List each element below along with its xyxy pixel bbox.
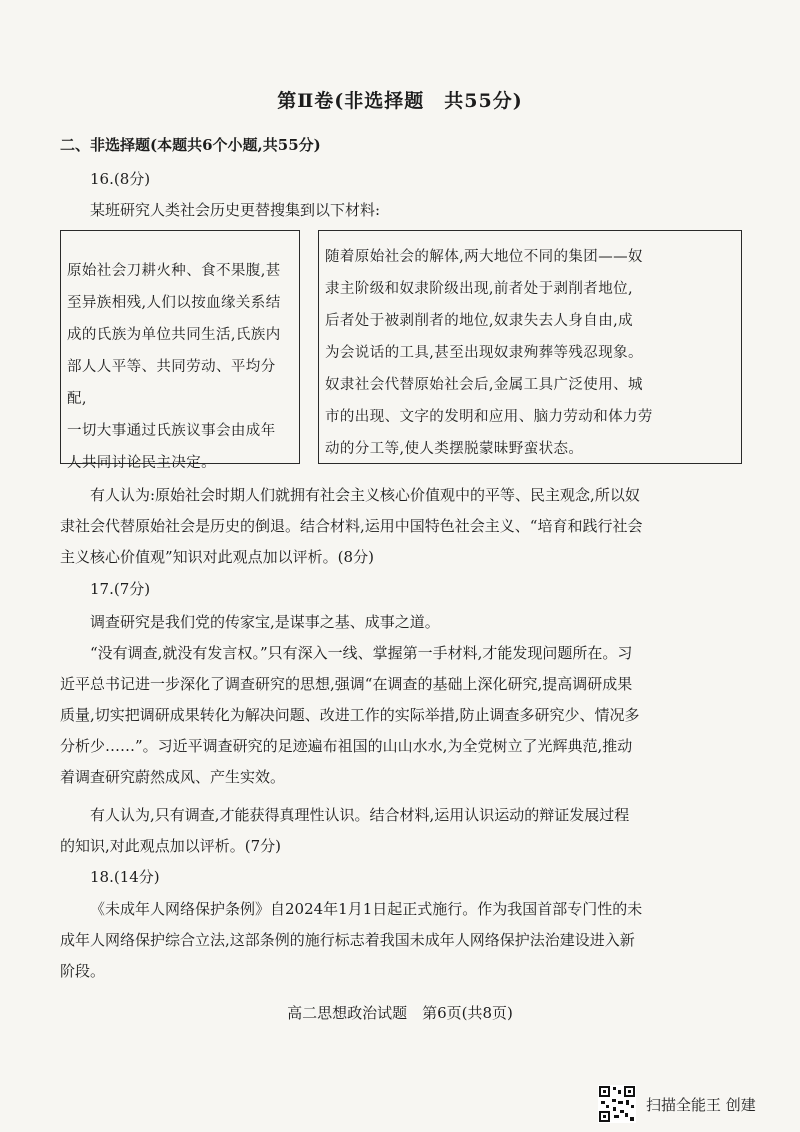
material-line: 质量,切实把调研成果转化为解决问题、改进工作的实际举措,防止调查多研究少、情况多	[60, 706, 640, 724]
question-line: 的知识,对此观点加以评析。(7分)	[60, 837, 282, 855]
material-line: 市的出现、文字的发明和应用、脑力劳动和体力劳	[325, 409, 653, 425]
question-line: 主义核心价值观”知识对此观点加以评析。(8分)	[60, 548, 374, 566]
material-box-right	[318, 230, 742, 464]
q17-material-2	[60, 638, 742, 793]
q16-materials	[60, 230, 742, 471]
question-line: 隶社会代替原始社会是历史的倒退。结合材料,运用中国特色社会主义、“培育和践行社会	[60, 517, 643, 535]
material-line: 隶主阶级和奴隶阶级出现,前者处于剥削者地位,	[325, 281, 634, 297]
q16-number: 16.(8分)	[90, 170, 151, 188]
material-line: 一切大事通过氏族议事会由成年	[67, 423, 276, 439]
q17-material-1: 调查研究是我们党的传家宝,是谋事之基、成事之道。	[90, 613, 440, 631]
material-line: 至异族相残,人们以按血缘关系结	[67, 295, 281, 311]
material-line: 部人人平等、共同劳动、平均分配,	[67, 359, 276, 407]
material-line: 近平总书记进一步深化了调查研究的思想,强调“在调查的基础上深化研究,提高调研成果	[60, 675, 633, 693]
q18-number: 18.(14分)	[90, 868, 160, 886]
material-line: 阶段。	[60, 962, 106, 980]
paper-title: 第Ⅱ卷(非选择题 共55分)	[277, 90, 523, 112]
scanner-label: 扫描全能王 创建	[646, 1095, 756, 1114]
material-line: “没有调查,就没有发言权。”只有深入一线、掌握第一手材料,才能发现问题所在。习	[90, 644, 633, 662]
material-line: 成年人网络保护综合立法,这部条例的施行标志着我国未成年人网络保护法治建设进入新	[60, 931, 635, 949]
material-line: 为会说话的工具,甚至出现奴隶殉葬等残忍现象。	[325, 345, 643, 361]
material-line: 奴隶社会代替原始社会后,金属工具广泛使用、城	[325, 377, 643, 393]
qr-code-icon	[598, 1085, 636, 1123]
scanner-watermark	[598, 1085, 756, 1123]
material-line: 人共同讨论民主决定。	[67, 455, 216, 471]
material-line: 《未成年人网络保护条例》自2024年1月1日起正式施行。作为我国首部专门性的未	[90, 900, 643, 918]
material-line: 原始社会刀耕火种、食不果腹,甚	[67, 263, 281, 279]
material-line: 成的氏族为单位共同生活,氏族内	[67, 327, 281, 343]
material-line: 后者处于被剥削者的地位,奴隶失去人身自由,成	[325, 313, 634, 329]
page-footer: 高二思想政治试题 第6页(共8页)	[287, 1004, 513, 1022]
q16-intro: 某班研究人类社会历史更替搜集到以下材料:	[90, 201, 381, 219]
q17-question	[60, 800, 742, 862]
q17-number: 17.(7分)	[90, 580, 151, 598]
material-line: 随着原始社会的解体,两大地位不同的集团——奴	[325, 249, 643, 265]
material-line: 分析少……”。习近平调查研究的足迹遍布祖国的山山水水,为全党树立了光辉典范,推动	[60, 737, 633, 755]
question-line: 有人认为:原始社会时期人们就拥有社会主义核心价值观中的平等、民主观念,所以奴	[90, 486, 640, 504]
material-line: 着调查研究蔚然成风、产生实效。	[60, 768, 286, 786]
material-line: 动的分工等,使人类摆脱蒙昧野蛮状态。	[325, 441, 584, 457]
q16-question	[60, 480, 742, 573]
section-heading: 二、非选择题(本题共6个小题,共55分)	[60, 136, 321, 154]
material-box-left	[60, 230, 300, 471]
q18-material	[60, 894, 742, 987]
question-line: 有人认为,只有调查,才能获得真理性认识。结合材料,运用认识运动的辩证发展过程	[90, 806, 630, 824]
